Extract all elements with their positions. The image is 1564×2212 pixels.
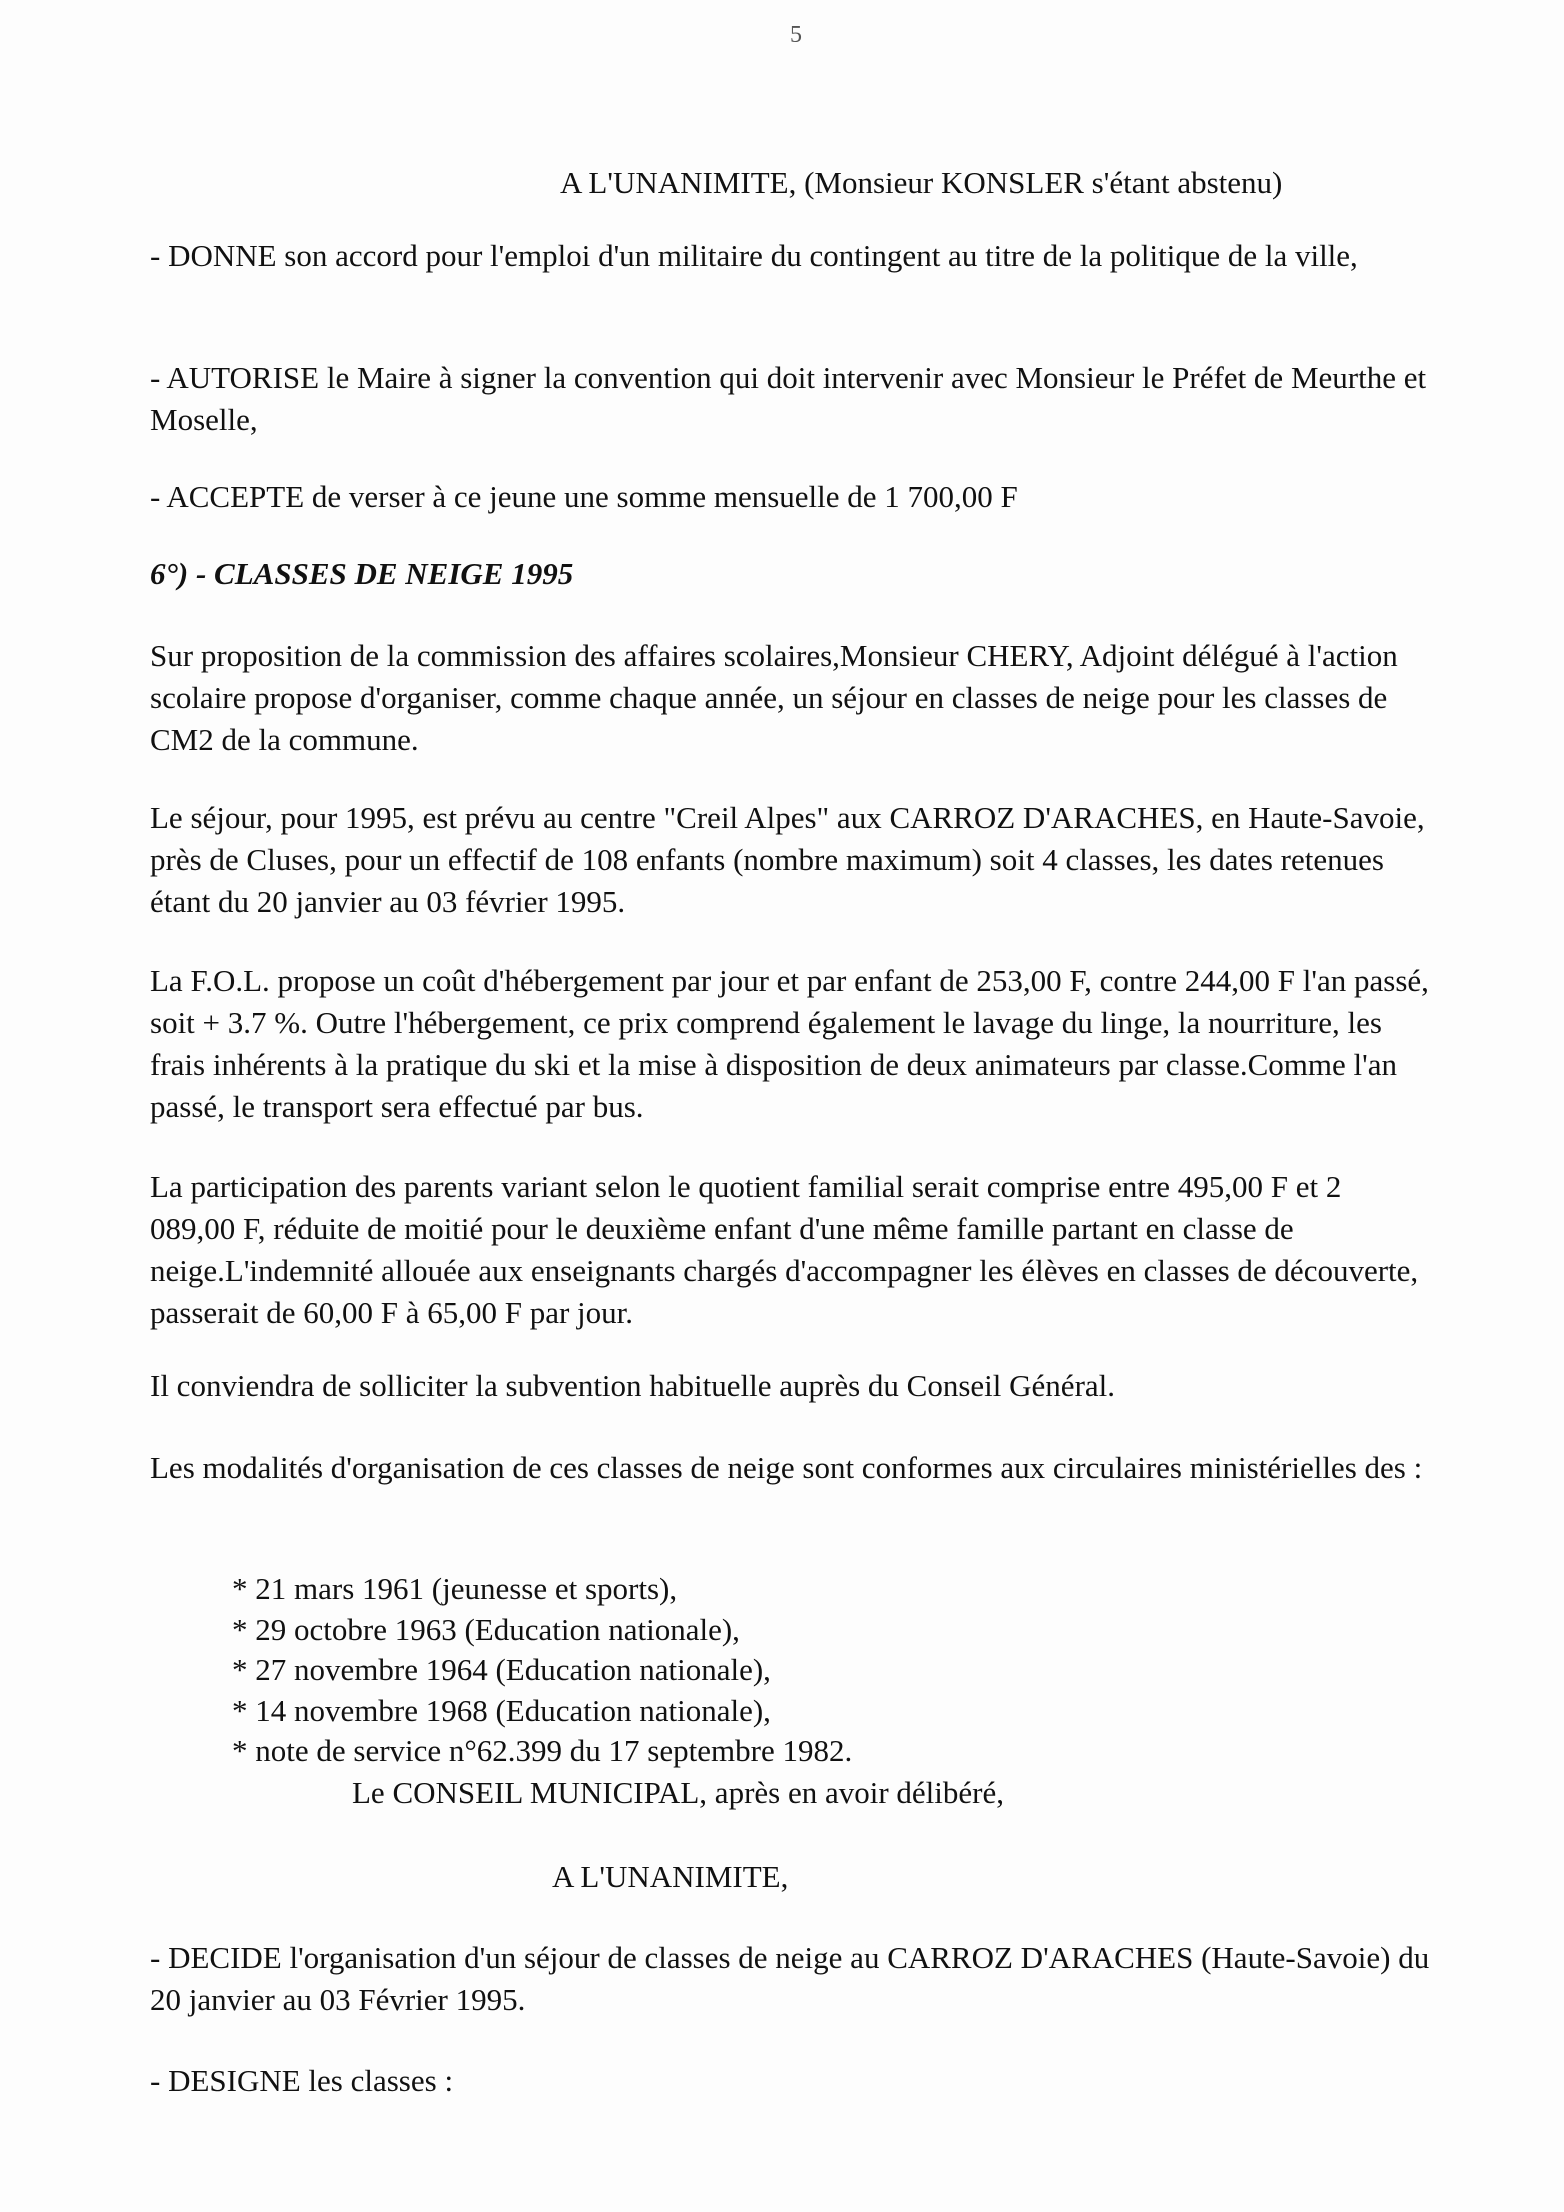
paragraph-decide: - DECIDE l'organisation d'un séjour de classes de neige au CARROZ D'ARACHES (Haute-Savoie) du 20 janvier au 03 Février 1995. bbox=[150, 1940, 1430, 2017]
paragraph-designe: - DESIGNE les classes : bbox=[150, 2063, 454, 2098]
section-heading: 6°) - CLASSES DE NEIGE 1995 bbox=[150, 556, 574, 591]
paragraph-participation: La participation des parents variant selon le quotient familial serait comprise entre 495,00 F et 2 089,00 F, réduite de moitié pour le deuxième enfant d'une même famille partant en classe de neige.L'indemnité allouée aux enseignants chargés d'accompagner les élèves en classes de découverte, passerait de 60,00 F à 65,00 F par jour. bbox=[150, 1169, 1419, 1330]
paragraph-modalites: Les modalités d'organisation de ces classes de neige sont conformes aux circulaires ministérielles des : bbox=[150, 1450, 1423, 1485]
circulaires-list bbox=[232, 1569, 852, 1772]
vote-result-1: A L'UNANIMITE, (Monsieur KONSLER s'étant abstenu) bbox=[560, 165, 1283, 200]
conseil-line: Le CONSEIL MUNICIPAL, après en avoir délibéré, bbox=[352, 1775, 1004, 1810]
paragraph-fol: La F.O.L. propose un coût d'hébergement par jour et par enfant de 253,00 F, contre 244,00 F l'an passé, soit + 3.7 %. Outre l'hébergement, ce prix comprend également le lavage du linge, la nourriture, les frais inhérents à la pratique du ski et la mise à disposition de deux animateurs par classe.Comme l'an passé, le transport sera effectué par bus. bbox=[150, 963, 1429, 1124]
paragraph-sejour: Le séjour, pour 1995, est prévu au centre "Creil Alpes" aux CARROZ D'ARACHES, en Haute-Savoie, près de Cluses, pour un effectif de 108 enfants (nombre maximum) soit 4 classes, les dates retenues étant du 20 janvier au 03 février 1995. bbox=[150, 800, 1425, 919]
paragraph-subvention: Il conviendra de solliciter la subvention habituelle auprès du Conseil Général. bbox=[150, 1368, 1116, 1403]
paragraph-donne: - DONNE son accord pour l'emploi d'un militaire du contingent au titre de la politique de la ville, bbox=[150, 238, 1358, 273]
paragraph-proposition: Sur proposition de la commission des affaires scolaires,Monsieur CHERY, Adjoint délégué à l'action scolaire propose d'organiser, comme chaque année, un séjour en classes de neige pour les classes de CM2 de la commune. bbox=[150, 638, 1398, 757]
list-item: * note de service n°62.399 du 17 septembre 1982. bbox=[232, 1733, 853, 1768]
vote-result-2: A L'UNANIMITE, bbox=[552, 1859, 789, 1894]
page-number: 5 bbox=[790, 22, 802, 48]
list-item: * 21 mars 1961 (jeunesse et sports), bbox=[232, 1571, 678, 1606]
list-item: * 29 octobre 1963 (Education nationale), bbox=[232, 1611, 740, 1647]
paragraph-autorise: - AUTORISE le Maire à signer la convention qui doit intervenir avec Monsieur le Préfet de Meurthe et Moselle, bbox=[150, 360, 1427, 437]
list-item: * 27 novembre 1964 (Education nationale), bbox=[232, 1652, 771, 1687]
paragraph-accepte: - ACCEPTE de verser à ce jeune une somme mensuelle de 1 700,00 F bbox=[150, 479, 1018, 514]
list-item: * 14 novembre 1968 (Education nationale), bbox=[232, 1692, 771, 1728]
